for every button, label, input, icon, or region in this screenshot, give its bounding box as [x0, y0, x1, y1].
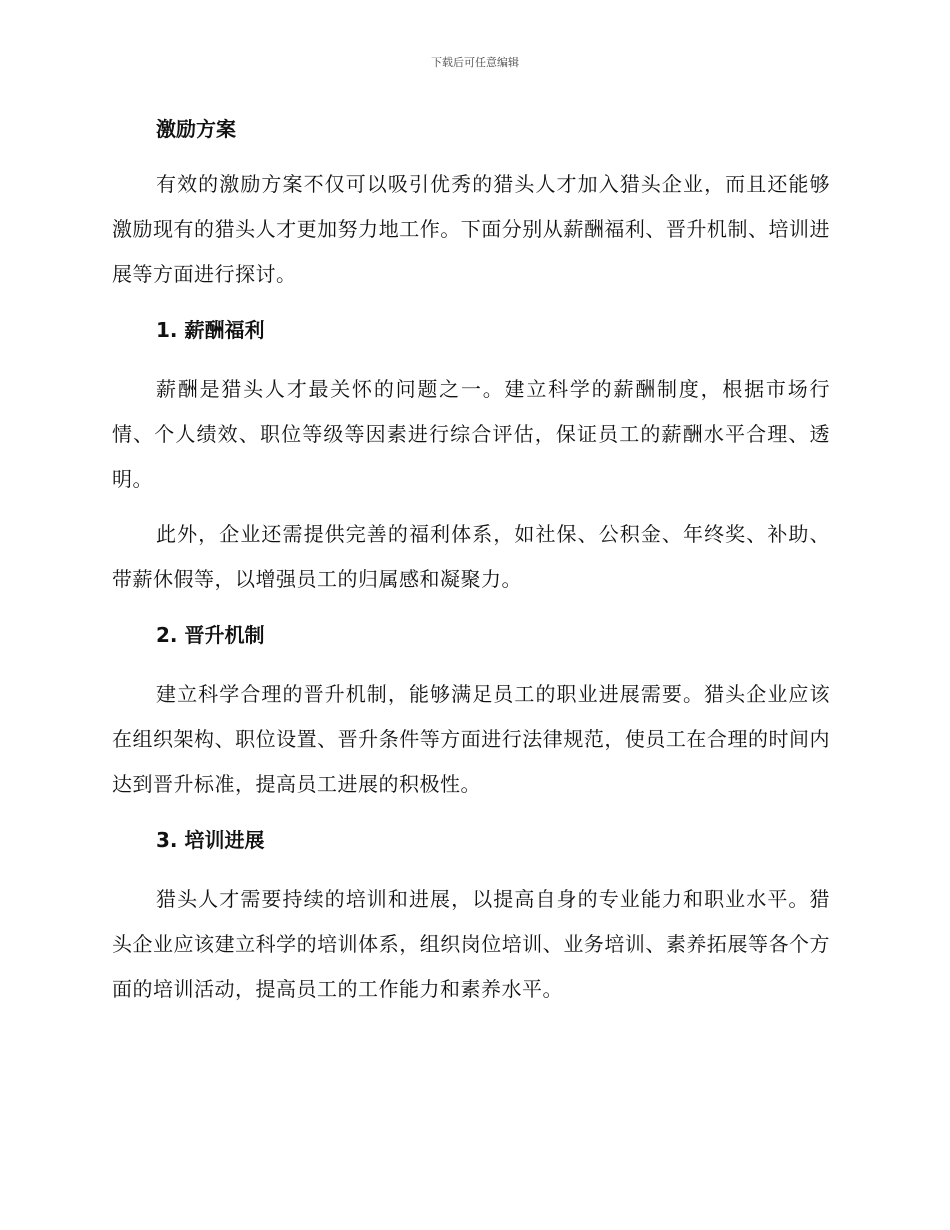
section-heading-promotion: 2. 晋升机制 [156, 623, 265, 647]
section-paragraph: 猎头人才需要持续的培训和进展，以提高自身的专业能力和职业水平。猎头企业应该建立科学的培训体系，组织岗位培训、业务培训、素养拓展等各个方面的培训活动，提高员工的工作能力和素养水平。 [112, 887, 830, 1001]
section-paragraph: 此外，企业还需提供完善的福利体系，如社保、公积金、年终奖、补助、带薪休假等，以增强员工的归属感和凝聚力。 [112, 522, 830, 591]
intro-paragraph: 有效的激励方案不仅可以吸引优秀的猎头人才加入猎头企业，而且还能够激励现有的猎头人才更加努力地工作。下面分别从薪酬福利、晋升机制、培训进展等方面进行探讨。 [112, 172, 830, 286]
document-title: 激励方案 [156, 117, 236, 141]
document-body [112, 112, 830, 1012]
section-paragraph: 建立科学合理的晋升机制，能够满足员工的职业进展需要。猎头企业应该在组织架构、职位设置、晋升条件等方面进行法律规范，使员工在合理的时间内达到晋升标准，提高员工进展的积极性。 [112, 682, 830, 796]
header-note: 下载后可任意编辑 [431, 56, 519, 69]
section-paragraph: 薪酬是猎头人才最关怀的问题之一。建立科学的薪酬制度，根据市场行情、个人绩效、职位等级等因素进行综合评估，保证员工的薪酬水平合理、透明。 [112, 377, 830, 491]
section-heading-salary-benefits: 1. 薪酬福利 [156, 318, 265, 342]
section-heading-training: 3. 培训进展 [156, 828, 265, 852]
